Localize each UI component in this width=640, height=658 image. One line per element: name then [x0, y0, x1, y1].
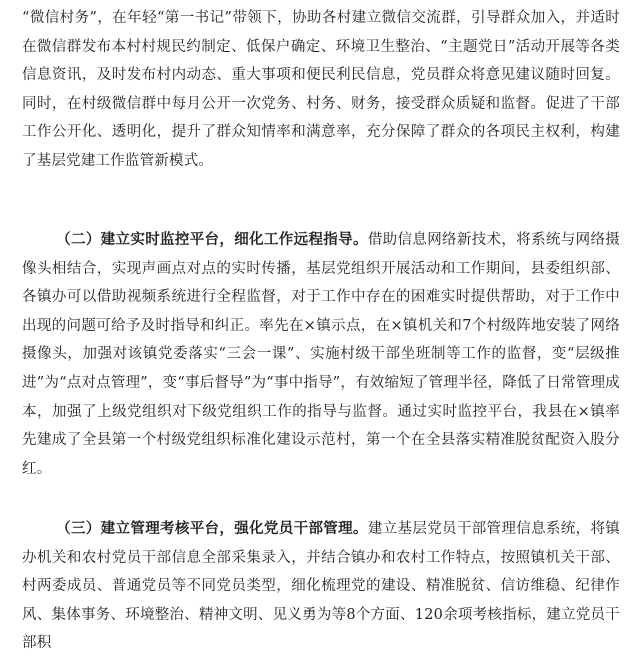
paragraph-3-text: 建立基层党员干部管理信息系统，将镇办机关和农村党员干部信息全部采集录入，并结合镇办和农村工作特点，按照镇机关干部、村两委成员、普通党员等不同党员类型，细化梳理党的建设、精准脱贫、信访维稳、纪律作风、集体事务、环境整治、精神文明、见义勇为等8个方面、120余项考核指标，建立党员干部积 — [22, 521, 620, 652]
paragraph-wechat-affairs — [22, 4, 620, 176]
paragraph-2-text: 借助信息网络新技术，将系统与网络摄像头相结合，实现声画点对点的实时传播，基层党组织开展活动和工作期间，县委组织部、各镇办可以借助视频系统进行全程监督，对于工作中存在的困难实时提供帮助，对于工作中出现的问题可给予及时指导和纠正。率先在×镇示点，在×镇机关和7个村级阵地安装了网络摄像头，加强对该镇党委落实“三会一课”、实施村级干部坐班制等工作的监督，变“层级推进”为“点对点管理”，变“事后督导”为“事中指导”，有效缩短了管理半径，降低了日常管理成本，加强了上级党组织对下级党组织工作的指导与监督。通过实时监控平台，我县在×镇率先建成了全县第一个村级党组织标准化建设示范村，第一个在全县落实精准脱贫配资入股分红。 — [22, 232, 620, 477]
paragraph-assessment-platform — [22, 515, 620, 658]
section-2-heading: （二）建立实时监控平台，细化工作远程指导。 — [56, 231, 368, 248]
paragraph-monitoring-platform — [22, 226, 620, 483]
paragraph-1-text: “微信村务”，在年轻“第一书记”带领下，协助各村建立微信交流群，引导群众加入，并适时在微信群发布本村村规民约制定、低保户确定、环境卫生整治、“主题党日”活动开展等各类信息资讯，及时发布村内动态、重大事项和便民利民信息，党员群众将意见建议随时回复。同时，在村级微信群中每月公开一次党务、村务、财务，接受群众质疑和监督。促进了干部工作公开化、透明化，提升了群众知情率和满意率，充分保障了群众的各项民主权利，构建了基层党建工作监管新模式。 — [22, 10, 620, 169]
section-3-heading: （三）建立管理考核平台，强化党员干部管理。 — [56, 520, 368, 537]
